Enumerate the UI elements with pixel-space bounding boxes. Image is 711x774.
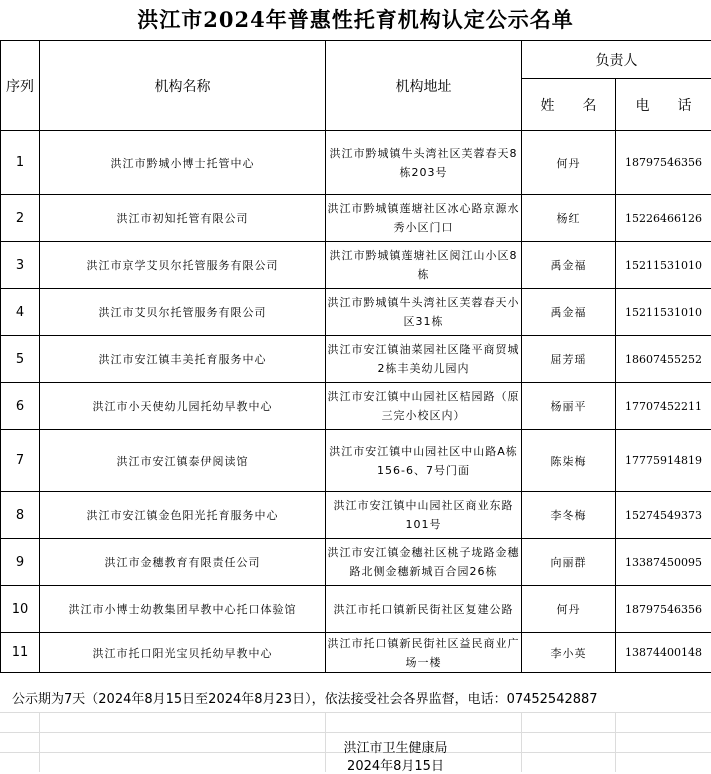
table-row — [1, 539, 711, 586]
header-address: 机构地址 — [326, 41, 522, 131]
row-person: 何丹 — [522, 131, 616, 195]
row-address: 洪江市黔城镇牛头湾社区芙蓉春天小区31栋 — [326, 289, 522, 336]
row-address: 洪江市安江镇中山园社区商业东路101号 — [326, 492, 522, 539]
row-phone: 18797546356 — [616, 586, 711, 633]
row-address: 洪江市安江镇中山园社区桔园路（原三完小校区内） — [326, 383, 522, 430]
table-row — [1, 242, 711, 289]
row-index: 9 — [1, 539, 40, 586]
row-index: 5 — [1, 336, 40, 383]
row-phone: 17775914819 — [616, 430, 711, 492]
row-phone: 15226466126 — [616, 195, 711, 242]
signature-org: 洪江市卫生健康局 — [0, 737, 711, 756]
row-phone: 13874400148 — [616, 633, 711, 673]
header-phone: 电 话 — [616, 79, 711, 131]
table-row — [1, 383, 711, 430]
header-responsible: 负责人 — [522, 41, 711, 79]
row-name: 洪江市黔城小博士托管中心 — [40, 131, 326, 195]
row-index: 3 — [1, 242, 40, 289]
row-person: 陈柒梅 — [522, 430, 616, 492]
table-row — [1, 195, 711, 242]
row-name: 洪江市小天使幼儿园托幼早教中心 — [40, 383, 326, 430]
row-name: 洪江市金穗教育有限责任公司 — [40, 539, 326, 586]
row-index: 8 — [1, 492, 40, 539]
row-phone: 17707452211 — [616, 383, 711, 430]
institution-table — [0, 40, 711, 673]
row-address: 洪江市托口镇新民街社区复建公路 — [326, 586, 522, 633]
row-person: 李冬梅 — [522, 492, 616, 539]
header-index: 序列 — [1, 41, 40, 131]
row-person: 禹金福 — [522, 289, 616, 336]
row-name: 洪江市京学艾贝尔托管服务有限公司 — [40, 242, 326, 289]
table-row — [1, 492, 711, 539]
row-phone: 15211531010 — [616, 242, 711, 289]
table-row — [1, 131, 711, 195]
notice-text: 公示期为7天（2024年8月15日至2024年8月23日），依法接受社会各界监督，电话：07452542887 — [12, 688, 598, 707]
table-row — [1, 336, 711, 383]
row-name: 洪江市安江镇泰伊阅读馆 — [40, 430, 326, 492]
row-person: 杨丽平 — [522, 383, 616, 430]
table-row — [1, 586, 711, 633]
row-name: 洪江市安江镇丰美托育服务中心 — [40, 336, 326, 383]
row-person: 何丹 — [522, 586, 616, 633]
row-index: 2 — [1, 195, 40, 242]
table-row — [1, 289, 711, 336]
row-address: 洪江市黔城镇牛头湾社区芙蓉春天8栋203号 — [326, 131, 522, 195]
row-phone: 18607455252 — [616, 336, 711, 383]
row-address: 洪江市安江镇金穗社区桃子垅路金穗路北侧金穗新城百合园26栋 — [326, 539, 522, 586]
table-row — [1, 430, 711, 492]
row-address: 洪江市安江镇中山园社区中山路A栋156-6、7号门面 — [326, 430, 522, 492]
row-name: 洪江市艾贝尔托管服务有限公司 — [40, 289, 326, 336]
row-phone: 13387450095 — [616, 539, 711, 586]
row-index: 1 — [1, 131, 40, 195]
row-address: 洪江市黔城镇莲塘社区冰心路京源水秀小区门口 — [326, 195, 522, 242]
row-address: 洪江市黔城镇莲塘社区阅江山小区8栋 — [326, 242, 522, 289]
header-name: 机构名称 — [40, 41, 326, 131]
row-index: 4 — [1, 289, 40, 336]
row-person: 向丽群 — [522, 539, 616, 586]
page-title: 洪江市2024年普惠性托育机构认定公示名单 — [0, 0, 711, 40]
row-index: 10 — [1, 586, 40, 633]
row-name: 洪江市初知托管有限公司 — [40, 195, 326, 242]
header-person-name: 姓 名 — [522, 79, 616, 131]
table-row — [1, 633, 711, 673]
row-address: 洪江市安江镇油菜园社区隆平商贸城2栋丰美幼儿园内 — [326, 336, 522, 383]
row-phone: 15274549373 — [616, 492, 711, 539]
row-index: 6 — [1, 383, 40, 430]
row-person: 李小英 — [522, 633, 616, 673]
row-person: 禹金福 — [522, 242, 616, 289]
row-index: 11 — [1, 633, 40, 673]
row-name: 洪江市小博士幼教集团早教中心托口体验馆 — [40, 586, 326, 633]
row-index: 7 — [1, 430, 40, 492]
row-phone: 15211531010 — [616, 289, 711, 336]
row-person: 屈芳瑶 — [522, 336, 616, 383]
row-phone: 18797546356 — [616, 131, 711, 195]
row-name: 洪江市托口阳光宝贝托幼早教中心 — [40, 633, 326, 673]
row-person: 杨红 — [522, 195, 616, 242]
row-name: 洪江市安江镇金色阳光托育服务中心 — [40, 492, 326, 539]
signature-date: 2024年8月15日 — [0, 755, 711, 774]
row-address: 洪江市托口镇新民街社区益民商业广场一楼 — [326, 633, 522, 673]
